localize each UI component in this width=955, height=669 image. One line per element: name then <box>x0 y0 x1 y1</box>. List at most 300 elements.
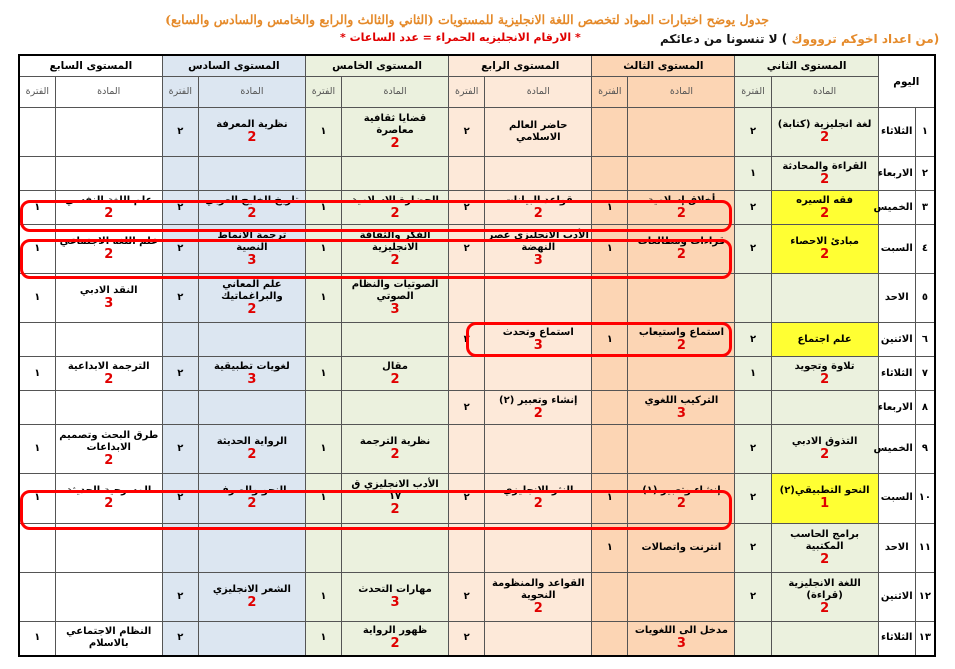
table-row <box>19 425 935 474</box>
subject-cell <box>771 523 878 572</box>
subject-cell <box>55 191 162 225</box>
subject-cell <box>55 523 162 572</box>
subject-cell <box>342 621 449 656</box>
period-cell: ٢ <box>449 474 485 523</box>
subject-cell <box>628 425 735 474</box>
period-cell: ١ <box>735 357 771 391</box>
table-row <box>19 357 935 391</box>
subject-name: طرق البحث وتصميم الابداعات <box>59 430 159 454</box>
period-cell <box>305 157 341 191</box>
subject-cell <box>628 572 735 621</box>
subject-cell <box>55 108 162 157</box>
subject-cell <box>342 157 449 191</box>
subject-name: برامج الحاسب المكتبية <box>790 528 860 552</box>
day-name: الاحد <box>878 274 915 323</box>
day-name: الثلاثاء <box>878 357 915 391</box>
row-number: ١٢ <box>915 572 935 621</box>
subject-name: نظرية المعرفة <box>216 119 288 131</box>
period-cell: ١ <box>592 191 628 225</box>
table-row <box>19 523 935 572</box>
period-cell <box>449 274 485 323</box>
day-name: السبت <box>878 225 915 274</box>
day-name: الاثنين <box>878 572 915 621</box>
subject-name: إنشاء وتعبير (١) <box>642 485 721 497</box>
subject-cell <box>198 191 305 225</box>
subject-name: الحضارة الاسلامية <box>351 194 439 206</box>
table-row <box>19 225 935 274</box>
period-cell: ١ <box>19 474 55 523</box>
period-cell <box>162 391 198 425</box>
subject-cell <box>342 108 449 157</box>
subject-cell <box>771 157 878 191</box>
period-cell: ٢ <box>449 323 485 357</box>
row-number: ٩ <box>915 425 935 474</box>
subject-cell <box>771 323 878 357</box>
day-name: الخميس <box>878 191 915 225</box>
period-cell <box>449 157 485 191</box>
period-cell: ١ <box>592 474 628 523</box>
row-number: ٥ <box>915 274 935 323</box>
subject-name: نظرية الترجمة <box>359 436 431 448</box>
period-cell <box>19 108 55 157</box>
period-cell: ٢ <box>162 191 198 225</box>
subject-cell <box>55 274 162 323</box>
credit-hours: 3 <box>676 636 686 652</box>
credit-hours: 2 <box>390 253 400 269</box>
period-cell: ٢ <box>162 474 198 523</box>
subject-column-header: المادة <box>198 77 305 108</box>
subject-cell <box>198 108 305 157</box>
subject-cell <box>485 157 592 191</box>
period-cell <box>592 274 628 323</box>
table-row <box>19 323 935 357</box>
period-cell: ٢ <box>162 225 198 274</box>
day-name: الثلاثاء <box>878 621 915 656</box>
period-cell: ٢ <box>162 621 198 656</box>
table-row <box>19 572 935 621</box>
credit-prefix: (من اعداد اخوكم تروووك <box>787 32 940 46</box>
credit-hours: 2 <box>104 205 114 221</box>
period-cell: ٢ <box>735 323 771 357</box>
credit-hours: 2 <box>533 405 543 421</box>
period-cell: ٢ <box>162 425 198 474</box>
subject-cell <box>771 391 878 425</box>
credit-hours: 2 <box>820 600 830 616</box>
period-cell: ١ <box>19 621 55 656</box>
row-number: ١٣ <box>915 621 935 656</box>
row-number: ١٠ <box>915 474 935 523</box>
credit-hours: 3 <box>676 405 686 421</box>
subject-cell <box>342 191 449 225</box>
hours-note: * الارقام الانجليزيه الحمراء = عدد الساعات * <box>340 31 581 44</box>
subject-name: علم اجتماع <box>797 333 852 345</box>
credit-hours: 2 <box>247 302 257 318</box>
subject-name: التذوق الادبي <box>791 436 858 448</box>
table-row <box>19 274 935 323</box>
level-header: المستوى الرابع <box>449 55 592 77</box>
period-cell <box>162 157 198 191</box>
credit-line <box>660 32 939 46</box>
credit-hours: 2 <box>104 247 114 263</box>
subject-column-header: المادة <box>55 77 162 108</box>
credit-hours: 2 <box>390 205 400 221</box>
period-cell: ٢ <box>735 474 771 523</box>
subject-column-header: المادة <box>628 77 735 108</box>
period-column-header: الفترة <box>19 77 55 108</box>
subject-name: إنشاء وتعبير (٢) <box>499 394 578 406</box>
period-cell <box>162 523 198 572</box>
subject-name: لغويات تطبيقية <box>214 360 290 372</box>
subject-cell <box>771 572 878 621</box>
level-header: المستوى الثاني <box>735 55 878 77</box>
period-cell: ٢ <box>449 621 485 656</box>
period-cell <box>19 523 55 572</box>
period-cell <box>735 621 771 656</box>
period-cell <box>449 425 485 474</box>
subject-cell <box>198 425 305 474</box>
day-column-header: اليوم <box>878 55 935 108</box>
subject-cell <box>628 191 735 225</box>
subject-cell <box>628 621 735 656</box>
period-cell: ٢ <box>449 191 485 225</box>
period-cell: ١ <box>19 274 55 323</box>
credit-hours: 2 <box>820 171 830 187</box>
subject-cell <box>198 357 305 391</box>
period-cell <box>19 157 55 191</box>
credit-hours: 2 <box>676 337 686 353</box>
row-number: ٨ <box>915 391 935 425</box>
period-cell <box>735 391 771 425</box>
credit-hours: 2 <box>820 130 830 146</box>
row-number: ٢ <box>915 157 935 191</box>
subject-cell <box>198 274 305 323</box>
credit-hours: 2 <box>676 205 686 221</box>
credit-hours: 3 <box>533 337 543 353</box>
period-cell: ٢ <box>735 191 771 225</box>
credit-hours: 2 <box>247 447 257 463</box>
credit-hours: 2 <box>247 205 257 221</box>
level-header: المستوى الثالث <box>592 55 735 77</box>
period-cell: ١ <box>19 425 55 474</box>
subject-cell <box>342 523 449 572</box>
period-cell <box>19 572 55 621</box>
subject-cell <box>198 474 305 523</box>
period-cell <box>592 425 628 474</box>
period-cell <box>592 572 628 621</box>
subject-cell <box>55 225 162 274</box>
subject-name: تلاوة وتجويد <box>794 360 855 372</box>
subject-name: النحو والصرف <box>217 485 287 497</box>
period-cell <box>19 391 55 425</box>
subject-name: قضايا ثقافية معاصرة <box>363 113 427 137</box>
credit-hours: 3 <box>247 253 257 269</box>
subject-name: الأدب الانجليزي ق ١٧ <box>351 479 439 503</box>
credit-hours: 2 <box>104 453 114 469</box>
credit-hours: 3 <box>390 594 400 610</box>
subject-cell <box>198 157 305 191</box>
table-row <box>19 108 935 157</box>
subject-cell <box>771 225 878 274</box>
period-cell: ١ <box>592 323 628 357</box>
period-cell: ١ <box>19 357 55 391</box>
subject-name: ظهور الرواية <box>362 625 428 637</box>
subject-cell <box>198 523 305 572</box>
subject-cell <box>771 357 878 391</box>
subject-name: الترجمة الابداعية <box>67 360 150 372</box>
subject-name: التركيب اللغوي <box>644 394 719 406</box>
period-cell: ١ <box>305 474 341 523</box>
subject-cell <box>342 425 449 474</box>
subject-cell <box>342 225 449 274</box>
subject-cell <box>771 425 878 474</box>
credit-hours: 2 <box>390 636 400 652</box>
subject-cell <box>342 274 449 323</box>
credit-hours: 2 <box>676 247 686 263</box>
row-number: ١١ <box>915 523 935 572</box>
period-cell <box>735 274 771 323</box>
credit-hours: 2 <box>390 502 400 518</box>
subject-name: النظام الاجتماعي بالاسلام <box>66 626 152 650</box>
level-header: المستوى السادس <box>162 55 305 77</box>
period-cell: ٢ <box>449 572 485 621</box>
subject-name: الفكر والثقافة الانجليزية <box>359 230 431 254</box>
level-header: المستوى الخامس <box>305 55 448 77</box>
subject-cell <box>628 391 735 425</box>
period-cell: ٢ <box>735 225 771 274</box>
credit-hours: 2 <box>390 447 400 463</box>
subject-name: علم اللغة النفسي <box>65 194 153 206</box>
period-cell: ١ <box>592 523 628 572</box>
credit-hours: 2 <box>820 205 830 221</box>
credit-hours: 2 <box>533 496 543 512</box>
period-cell <box>449 357 485 391</box>
subject-cell <box>485 391 592 425</box>
subject-name: مقال <box>382 360 408 372</box>
period-cell: ١ <box>305 225 341 274</box>
subject-name: ترجمة الانماط النصية <box>217 230 287 254</box>
subject-name: فقه السيره <box>796 194 854 206</box>
credit-hours: 2 <box>247 496 257 512</box>
subject-name: اللغة الانجليزية (قراءة) <box>788 577 861 601</box>
subject-name: استماع واستيعاب <box>638 326 725 338</box>
credit-hours: 2 <box>820 247 830 263</box>
subject-column-header: المادة <box>771 77 878 108</box>
subject-cell <box>55 157 162 191</box>
period-cell <box>592 391 628 425</box>
day-name: الخميس <box>878 425 915 474</box>
day-name: الاثنين <box>878 323 915 357</box>
subject-cell <box>198 621 305 656</box>
subject-cell <box>628 357 735 391</box>
level-header: المستوى السابع <box>19 55 162 77</box>
period-cell: ١ <box>305 191 341 225</box>
subject-cell <box>485 323 592 357</box>
subject-cell <box>628 108 735 157</box>
subject-name: علم المعاني والبراغماتيك <box>221 279 283 303</box>
period-cell: ١ <box>305 425 341 474</box>
subject-name: الرواية الحديثة <box>216 436 288 448</box>
subject-cell <box>628 523 735 572</box>
credit-hours: 3 <box>533 253 543 269</box>
period-cell: ١ <box>592 225 628 274</box>
subject-column-header: المادة <box>485 77 592 108</box>
subject-cell <box>342 572 449 621</box>
day-name: الاربعاء <box>878 157 915 191</box>
subject-cell <box>485 225 592 274</box>
subject-name: القراءة والمحادثة <box>782 160 867 172</box>
credit-hours: 1 <box>820 496 830 512</box>
table-row <box>19 191 935 225</box>
subject-name: قواعد البيانات <box>503 194 573 206</box>
subject-name: تاريخ الخليج العربي <box>204 194 299 206</box>
subject-name: المسرحية الحديثة <box>66 485 152 497</box>
subject-cell <box>771 191 878 225</box>
credit-hours: 2 <box>533 600 543 616</box>
day-name: الثلاثاء <box>878 108 915 157</box>
subject-cell <box>198 225 305 274</box>
table-row <box>19 391 935 425</box>
credit-hours: 2 <box>533 205 543 221</box>
period-cell: ٢ <box>162 572 198 621</box>
day-name: الاربعاء <box>878 391 915 425</box>
credit-hours: 2 <box>247 594 257 610</box>
subject-name: الأدب الانجليزي عصر النهضة <box>487 230 589 254</box>
subject-cell <box>771 474 878 523</box>
subject-name: الصوتيات والنظام الصوتي <box>351 279 439 303</box>
subject-cell <box>55 323 162 357</box>
period-cell <box>305 323 341 357</box>
subject-cell <box>771 621 878 656</box>
credit-hours: 2 <box>820 551 830 567</box>
period-cell: ٢ <box>449 108 485 157</box>
period-cell: ١ <box>305 108 341 157</box>
period-column-header: الفترة <box>735 77 771 108</box>
level-header-row <box>19 55 935 77</box>
subject-name: قراءات ومطالعات <box>637 236 726 248</box>
row-number: ٣ <box>915 191 935 225</box>
subject-cell <box>485 425 592 474</box>
period-cell: ١ <box>305 572 341 621</box>
period-cell: ٢ <box>735 425 771 474</box>
subject-cell <box>55 391 162 425</box>
subject-cell <box>55 357 162 391</box>
credit-hours: 2 <box>390 371 400 387</box>
credit-hours: 2 <box>820 371 830 387</box>
period-cell <box>449 523 485 572</box>
subject-cell <box>628 274 735 323</box>
subject-name: النحو التطبيقي(٢) <box>779 485 870 497</box>
page-title: جدول يوضح اختبارات المواد لتخصص اللغة الانجليزية للمستويات (الثاني والثالث والرابع والخامس والسادس والسابع) <box>165 12 769 27</box>
subject-cell <box>55 621 162 656</box>
credit-hours: 3 <box>247 371 257 387</box>
credit-hours: 2 <box>104 496 114 512</box>
subject-name: مدخل الى اللغويات <box>634 625 728 637</box>
credit-hours: 3 <box>390 302 400 318</box>
subject-cell <box>55 425 162 474</box>
subject-name: النثر الانجليزي <box>503 485 574 497</box>
table-row <box>19 157 935 191</box>
period-cell: ١ <box>305 621 341 656</box>
period-cell: ٢ <box>449 391 485 425</box>
row-number: ٦ <box>915 323 935 357</box>
subject-cell <box>485 108 592 157</box>
period-cell: ١ <box>305 274 341 323</box>
credit-hours: 2 <box>247 130 257 146</box>
period-cell <box>592 108 628 157</box>
subject-cell <box>771 108 878 157</box>
subject-cell <box>198 391 305 425</box>
subject-name: مهارات التحدث <box>358 583 432 595</box>
subject-name: انترنت واتصالات <box>641 541 722 553</box>
subject-cell <box>342 323 449 357</box>
subject-cell <box>485 621 592 656</box>
subject-cell <box>485 274 592 323</box>
period-cell <box>592 357 628 391</box>
credit-suffix: ) لا تنسونا من دعائكم <box>660 32 788 46</box>
subject-cell <box>55 572 162 621</box>
subject-cell <box>198 572 305 621</box>
subject-cell <box>198 323 305 357</box>
subject-name: استماع وتحدث <box>502 326 574 338</box>
period-cell: ١ <box>735 157 771 191</box>
credit-hours: 2 <box>676 496 686 512</box>
subject-name: حاضر العالم الاسلامي <box>509 120 568 144</box>
subject-name: الشعر الانجليزي <box>212 583 291 595</box>
period-cell <box>592 157 628 191</box>
subject-name: النقد الادبي <box>79 285 138 297</box>
period-column-header: الفترة <box>449 77 485 108</box>
subject-cell <box>485 191 592 225</box>
period-column-header: الفترة <box>305 77 341 108</box>
period-cell: ٢ <box>162 108 198 157</box>
subject-name: أخلاق إسلامية <box>647 194 716 206</box>
credit-hours: 2 <box>104 371 114 387</box>
subject-cell <box>628 474 735 523</box>
subject-cell <box>485 523 592 572</box>
subject-cell <box>342 357 449 391</box>
period-cell: ٢ <box>735 572 771 621</box>
day-name: الاحد <box>878 523 915 572</box>
subject-cell <box>628 225 735 274</box>
period-cell: ١ <box>305 357 341 391</box>
table-row <box>19 474 935 523</box>
period-cell: ١ <box>19 191 55 225</box>
period-cell: ٢ <box>162 357 198 391</box>
subject-cell <box>342 391 449 425</box>
credit-hours: 2 <box>390 136 400 152</box>
subject-cell <box>485 572 592 621</box>
period-cell: ٢ <box>735 108 771 157</box>
credit-hours: 2 <box>820 447 830 463</box>
row-number: ٤ <box>915 225 935 274</box>
subject-cell <box>342 474 449 523</box>
subject-name: مبادئ الاحصاء <box>790 236 859 248</box>
subheader-row <box>19 77 935 108</box>
period-cell: ٢ <box>735 523 771 572</box>
period-cell: ١ <box>19 225 55 274</box>
period-column-header: الفترة <box>162 77 198 108</box>
period-cell <box>19 323 55 357</box>
subject-name: لغة انجليزية (كتابة) <box>777 119 872 131</box>
period-cell <box>162 323 198 357</box>
row-number: ١ <box>915 108 935 157</box>
subject-name: القواعد والمنظومة النحوية <box>491 577 585 601</box>
period-cell <box>592 621 628 656</box>
subject-cell <box>55 474 162 523</box>
subject-name: علم اللغة الاجتماعي <box>59 236 158 248</box>
day-name: السبت <box>878 474 915 523</box>
table-row <box>19 621 935 656</box>
